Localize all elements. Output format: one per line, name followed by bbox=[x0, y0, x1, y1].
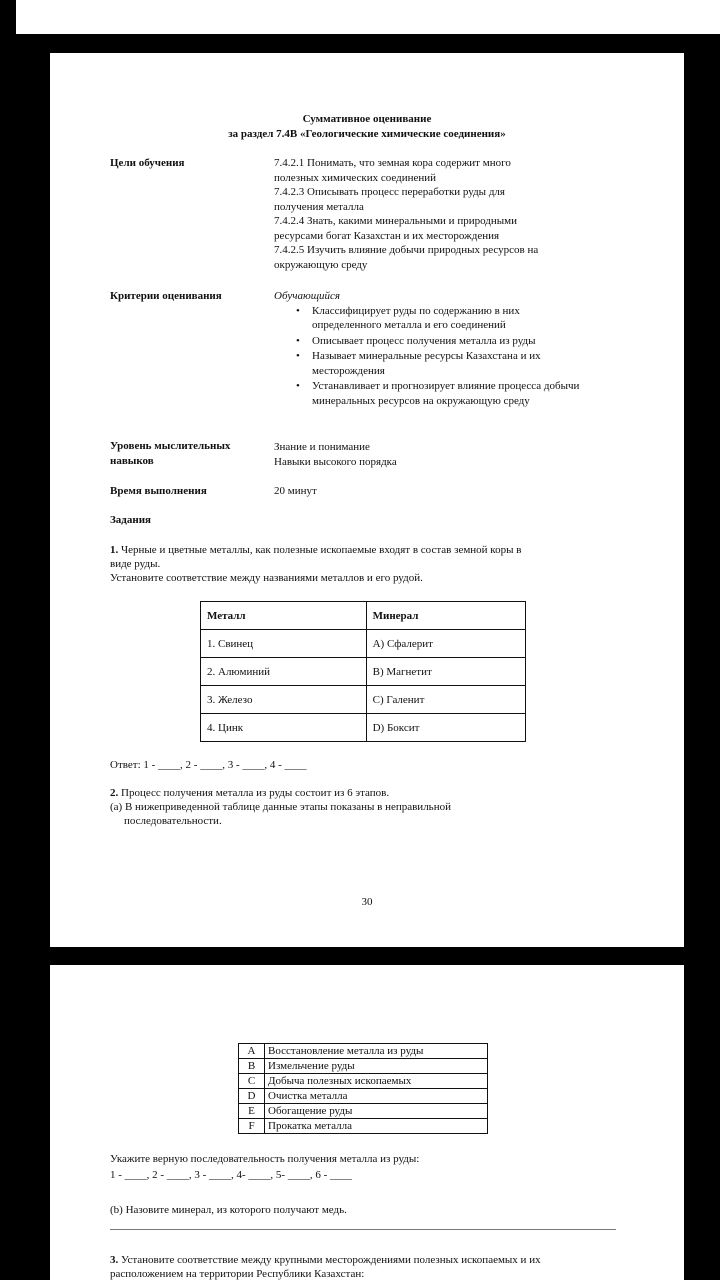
table-header-row bbox=[201, 602, 526, 630]
stage-key: E bbox=[239, 1104, 265, 1119]
stage-text: Обогащение руды bbox=[265, 1104, 488, 1119]
task2-line: Процесс получения металла из руды состоит из 6 этапов. bbox=[118, 787, 390, 799]
skills-values bbox=[274, 440, 604, 469]
doc-title: Суммативное оценивание bbox=[302, 113, 432, 125]
task2-number: 2. bbox=[110, 787, 119, 799]
criteria-intro: Обучающийся bbox=[274, 290, 341, 302]
stage-key: F bbox=[239, 1119, 265, 1134]
table-cell: С) Галенит bbox=[366, 686, 525, 714]
goal-line: 7.4.2.1 Понимать, что земная кора содержит много bbox=[274, 157, 511, 169]
table-header-cell: Металл bbox=[201, 602, 367, 630]
task2-part-a: последовательности. bbox=[124, 815, 222, 827]
skills-value: Навыки высокого порядка bbox=[274, 455, 397, 468]
criteria-item: • Называет минеральные ресурсы Казахстана и их месторождения bbox=[312, 349, 592, 378]
skills-label-line: Уровень мыслительных bbox=[110, 440, 231, 452]
goals-label: Цели обучения bbox=[110, 157, 185, 169]
stages-table bbox=[238, 1043, 488, 1134]
stage-text: Прокатка металла bbox=[265, 1119, 488, 1134]
time-label: Время выполнения bbox=[110, 485, 207, 497]
tasks-heading: Задания bbox=[110, 514, 151, 526]
table-row bbox=[239, 1104, 488, 1119]
table-row bbox=[239, 1059, 488, 1074]
top-bar bbox=[16, 0, 720, 34]
stage-text: Восстановление металла из руды bbox=[265, 1044, 488, 1059]
table-row bbox=[239, 1044, 488, 1059]
task3-number: 3. bbox=[110, 1254, 119, 1266]
skills-label bbox=[110, 439, 230, 469]
goals-list bbox=[274, 156, 604, 272]
task3-text bbox=[110, 1253, 620, 1280]
document-page-2 bbox=[50, 965, 684, 1280]
table-cell: 4. Цинк bbox=[201, 714, 367, 742]
sequence-prompt: Укажите верную последовательность получения металла из руды: bbox=[110, 1153, 420, 1165]
stage-text: Очистка металла bbox=[265, 1089, 488, 1104]
table-cell: D) Боксит bbox=[366, 714, 525, 742]
task1-text bbox=[110, 543, 620, 585]
task3-line: расположением на территории Республики Казахстан: bbox=[110, 1268, 365, 1280]
criteria-item: • Описывает процесс получения металла из руды bbox=[312, 334, 592, 349]
table-row bbox=[201, 686, 526, 714]
sequence-blanks: 1 - ____, 2 - ____, 3 - ____, 4- ____, 5- ____, 6 - ____ bbox=[110, 1169, 352, 1181]
document-page-1 bbox=[50, 53, 684, 947]
table-row bbox=[239, 1074, 488, 1089]
table-row bbox=[239, 1119, 488, 1134]
task2-text bbox=[110, 786, 620, 828]
page-number: 30 bbox=[361, 896, 373, 908]
criteria-item: • Классифицирует руды по содержанию в них определенного металла и его соединений bbox=[312, 304, 592, 333]
goal-line: окружающую среду bbox=[274, 258, 368, 271]
table-cell: 3. Железо bbox=[201, 686, 367, 714]
stage-text: Измельчение руды bbox=[265, 1059, 488, 1074]
goal-line: 7.4.2.4 Знать, какими минеральными и природными bbox=[274, 215, 517, 227]
table-row bbox=[239, 1089, 488, 1104]
goal-line: полезных химических соединений bbox=[274, 171, 437, 184]
table-row bbox=[201, 658, 526, 686]
task1-line: Черные и цветные металлы, как полезные ископаемые входят в состав земной коры в bbox=[118, 544, 522, 556]
table-cell: А) Сфалерит bbox=[366, 630, 525, 658]
metal-mineral-table bbox=[200, 601, 526, 742]
task2-part-b: (b) Назовите минерал, из которого получают медь. bbox=[110, 1204, 347, 1216]
skills-value: Знание и понимание bbox=[274, 441, 370, 453]
criteria-item: • Устанавливает и прогнозирует влияние процесса добычи минеральных ресурсов на окружающую среду bbox=[312, 379, 592, 408]
task1-line: виде руды. bbox=[110, 558, 161, 570]
table-cell: В) Магнетит bbox=[366, 658, 525, 686]
doc-subtitle: за раздел 7.4В «Геологические химические соединения» bbox=[228, 128, 506, 140]
criteria-label: Критерии оценивания bbox=[110, 290, 222, 302]
time-value: 20 минут bbox=[274, 485, 317, 497]
stage-key: C bbox=[239, 1074, 265, 1089]
task3-line: Установите соответствие между крупными месторождениями полезных ископаемых и их bbox=[118, 1254, 541, 1266]
goal-line: 7.4.2.5 Изучить влияние добычи природных ресурсов на bbox=[274, 244, 539, 256]
skills-label-line: навыков bbox=[110, 455, 154, 467]
task2-part-a: (а) В нижеприведенной таблице данные этапы показаны в неправильной bbox=[110, 801, 451, 813]
criteria-block bbox=[274, 289, 604, 409]
stage-key: A bbox=[239, 1044, 265, 1059]
stage-key: B bbox=[239, 1059, 265, 1074]
task1-answer: Ответ: 1 - ____, 2 - ____, 3 - ____, 4 - ____ bbox=[110, 759, 307, 771]
table-cell: 1. Свинец bbox=[201, 630, 367, 658]
stage-key: D bbox=[239, 1089, 265, 1104]
stage-text: Добыча полезных ископаемых bbox=[265, 1074, 488, 1089]
criteria-list bbox=[274, 304, 604, 409]
task1-line: Установите соответствие между названиями металлов и его рудой. bbox=[110, 572, 423, 584]
goal-line: ресурсами богат Казахстан и их месторождения bbox=[274, 229, 500, 242]
table-header-cell: Минерал bbox=[366, 602, 525, 630]
table-row bbox=[201, 714, 526, 742]
goal-line: получения металла bbox=[274, 200, 364, 213]
goal-line: 7.4.2.3 Описывать процесс переработки руды для bbox=[274, 186, 505, 198]
table-cell: 2. Алюминий bbox=[201, 658, 367, 686]
task1-number: 1. bbox=[110, 544, 119, 556]
answer-line bbox=[110, 1229, 616, 1230]
table-row bbox=[201, 630, 526, 658]
